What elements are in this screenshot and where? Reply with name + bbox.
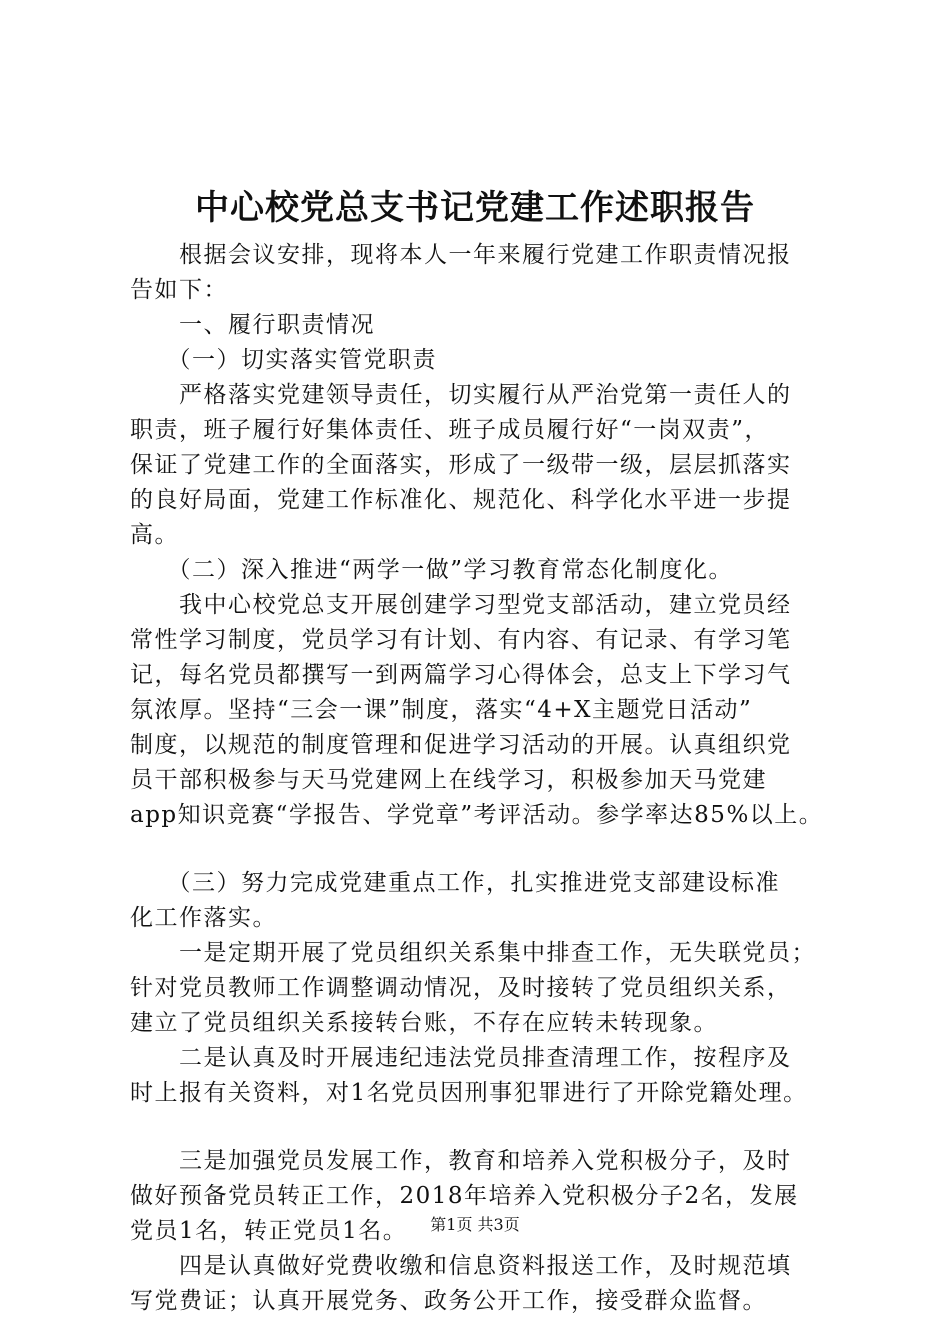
text-line: 告如下：	[130, 277, 228, 303]
text-line: 氛浓厚。坚持“三会一课”制度，落实“4+X主题党日活动”	[130, 697, 753, 723]
text-line: 时上报有关资料，对1名党员因刑事犯罪进行了开除党籍处理。	[130, 1080, 808, 1106]
text-line: 一是定期开展了党员组织关系集中排查工作，无失联党员；	[130, 940, 816, 966]
text-line: 制度，以规范的制度管理和促进学习活动的开展。认真组织党	[130, 732, 792, 758]
text-line: 记，每名党员都撰写一到两篇学习心得体会，总支上下学习气	[130, 662, 792, 688]
text-line: （二）深入推进“两学一做”学习教育常态化制度化。	[130, 557, 734, 583]
text-line: 根据会议安排，现将本人一年来履行党建工作职责情况报	[130, 242, 792, 268]
document-body	[130, 238, 830, 1319]
text-line: 四是认真做好党费收缴和信息资料报送工作，及时规范填	[130, 1253, 792, 1279]
text-line: 员干部积极参与天马党建网上在线学习，积极参加天马党建	[130, 767, 767, 793]
text-line: 一、履行职责情况	[130, 312, 375, 338]
text-line: 针对党员教师工作调整调动情况，及时接转了党员组织关系，	[130, 975, 792, 1001]
text-line: 高。	[130, 522, 179, 548]
page-number: 第1页 共3页	[430, 1215, 520, 1234]
paragraph-spacer	[130, 1111, 830, 1144]
text-line: （一）切实落实管党职责	[130, 347, 437, 373]
text-line: 严格落实党建领导责任，切实履行从严治党第一责任人的	[130, 382, 792, 408]
text-line: 我中心校党总支开展创建学习型党支部活动，建立党员经	[130, 592, 792, 618]
text-line: 做好预备党员转正工作，2018年培养入党积极分子2名，发展	[130, 1183, 799, 1209]
text-line: app知识竞赛“学报告、学党章”考评活动。参学率达85%以上。	[130, 802, 824, 828]
text-line: 常性学习制度，党员学习有计划、有内容、有记录、有学习笔	[130, 627, 792, 653]
text-line: 化工作落实。	[130, 905, 277, 931]
text-line: （三）努力完成党建重点工作，扎实推进党支部建设标准	[130, 870, 780, 896]
paragraph-spacer	[130, 833, 830, 866]
text-line: 职责，班子履行好集体责任、班子成员履行好“一岗双责”，	[130, 417, 770, 443]
text-line: 建立了党员组织关系接转台账，不存在应转未转现象。	[130, 1010, 718, 1036]
text-line: 的良好局面，党建工作标准化、规范化、科学化水平进一步提	[130, 487, 792, 513]
document-title: 中心校党总支书记党建工作述职报告	[195, 188, 755, 228]
text-line: 保证了党建工作的全面落实，形成了一级带一级，层层抓落实	[130, 452, 792, 478]
text-line: 党员1名，转正党员1名。	[130, 1218, 408, 1244]
text-line: 三是加强党员发展工作，教育和培养入党积极分子，及时	[130, 1148, 792, 1174]
text-line: 写党费证；认真开展党务、政务公开工作，接受群众监督。	[130, 1288, 767, 1314]
text-line: 二是认真及时开展违纪违法党员排查清理工作，按程序及	[130, 1045, 792, 1071]
